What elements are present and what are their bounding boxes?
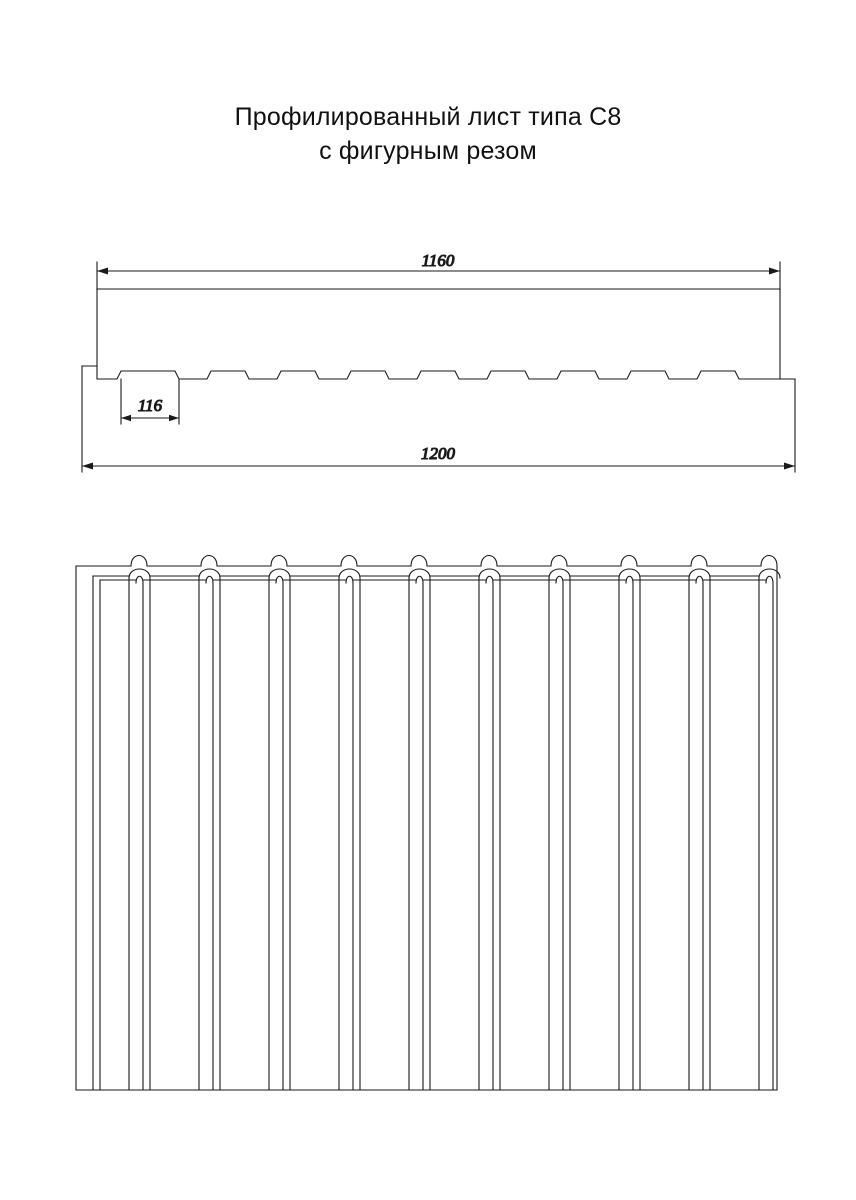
profile-cross-section-geometry <box>97 289 780 379</box>
dimension-label-1200: 1200 <box>421 444 455 463</box>
title-line-2: с фигурным резом <box>319 137 537 165</box>
dimension-label-116: 116 <box>137 396 163 415</box>
sheet-front-elevation-geometry <box>76 556 780 1091</box>
title-line-1: Профилированный лист типа С8 <box>234 103 622 131</box>
dimension-label-1160: 1160 <box>421 251 455 270</box>
